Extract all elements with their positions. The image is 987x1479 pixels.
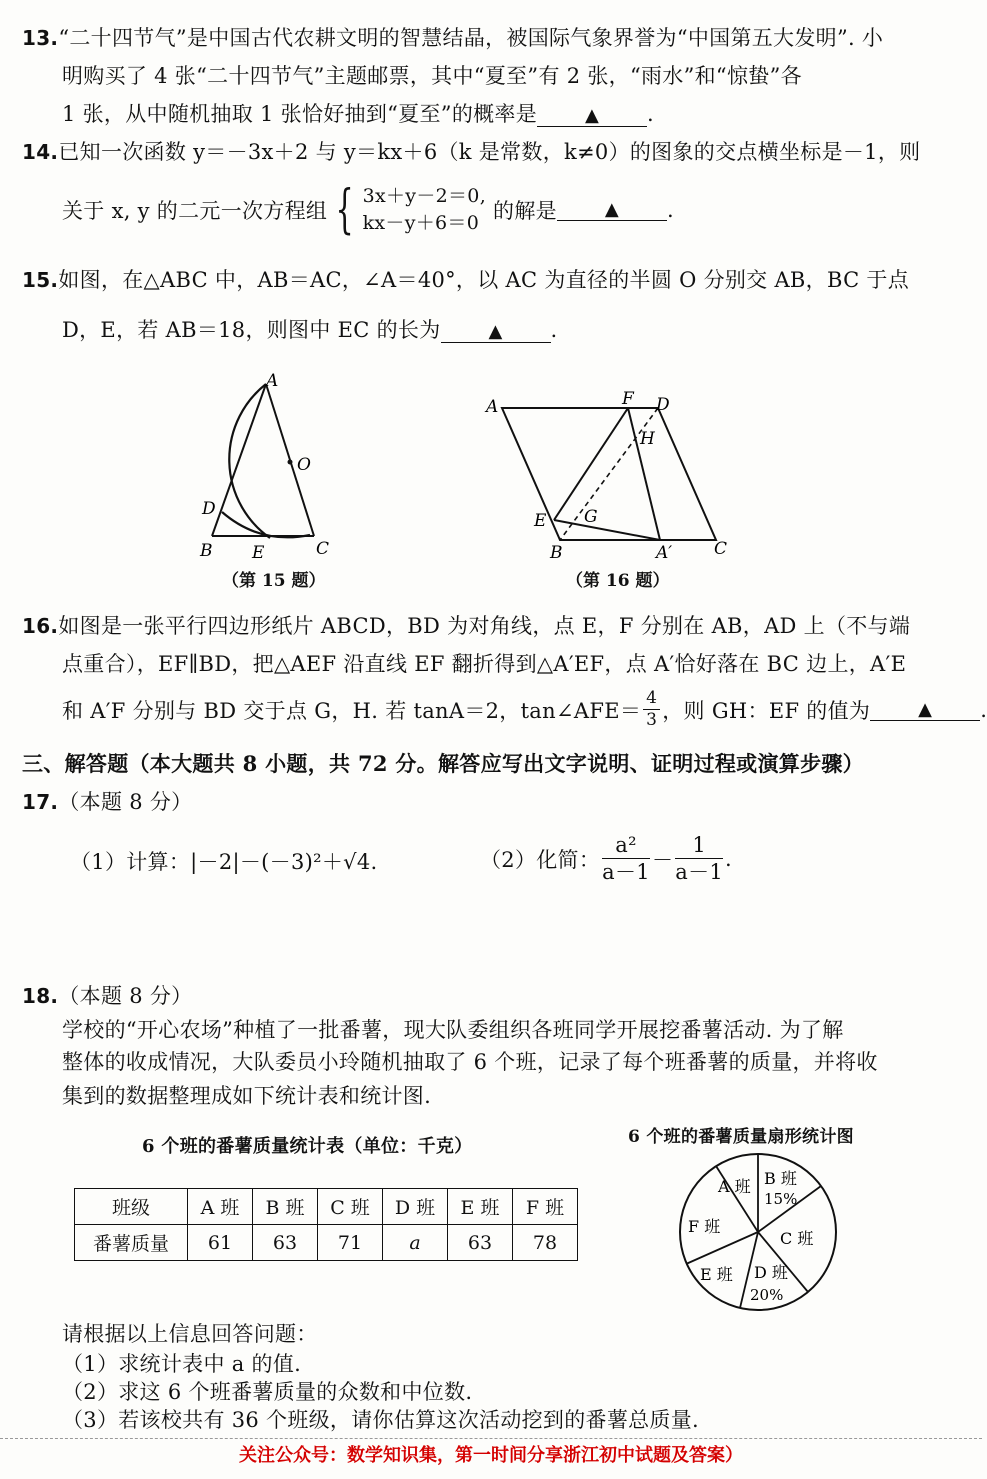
pie-divider-ef [686,1232,758,1264]
table-cell: 61 [188,1225,253,1261]
pie-label-f: F 班 [688,1217,721,1236]
table-cell: 63 [253,1225,318,1261]
q18-sub2: （2）求这 6 个班番薯质量的众数和中位数. [62,1380,473,1404]
fig15-label-a: A [266,371,279,391]
q17-fraction2 [675,832,723,886]
q13-line1 [22,22,883,52]
q14-equation-system [363,183,486,236]
fig15-label-b: B [200,541,213,561]
q13-text3: 1 张，从中随机抽取 1 张恰好抽到“夏至”的概率是 [62,102,538,126]
q18-pie-chart [676,1150,840,1314]
fig16-label-a-prime: A′ [656,543,673,563]
fig15-semicircle-lower [222,512,310,537]
fig16-label-c: C [714,539,728,559]
q17-score: （本题 8 分） [58,790,193,814]
q13-number: 13. [22,26,59,50]
fig15-caption: （第 15 题） [222,571,326,591]
pie-label-c: C 班 [780,1229,814,1248]
q14-eq1: 3x＋y－2＝0, [362,185,487,208]
q16-answer-blank [870,699,980,721]
blank-mark: ▲ [918,698,933,720]
q17-f2-num: 1 [675,832,723,859]
q13-line3 [62,98,654,128]
q17-number: 17. [22,790,59,814]
q15-text2: D，E，若 AB＝18，则图中 EC 的长为 [62,318,441,342]
q16-line3 [62,688,987,732]
table-header-cell: 班级 [75,1189,188,1225]
fig15-side-ab [212,384,266,536]
q15-tail: . [550,318,558,342]
q14-text3: 的解是 [493,199,557,223]
q16-line2: 点重合），EF∥BD，把△AEF 沿直线 EF 翻折得到△A′EF，点 A′恰好落在 BC 边上，A′E [62,652,907,676]
q16-line1 [22,610,910,640]
q18-line1: 学校的“开心农场”种植了一批番薯，现大队委组织各班同学开展挖番薯活动. 为了解 [62,1018,844,1042]
pie-label-e: E 班 [700,1265,733,1284]
table-header-cell: A 班 [188,1189,253,1225]
table-data-row [75,1225,578,1261]
q18-stat-table [74,1188,578,1261]
q15-number: 15. [22,268,59,292]
q18-line3: 集到的数据整理成如下统计表和统计图. [62,1084,432,1108]
figure-16 [480,388,740,568]
fig16-label-e: E [534,511,547,531]
pie-label-b-pct: 15% [764,1190,798,1208]
q17-fraction1 [602,832,650,886]
q15-text1: 如图，在△ABC 中，AB＝AC，∠A＝40°，以 AC 为直径的半圆 O 分别交 AB，BC 于点 [58,268,910,292]
table-cell: 71 [318,1225,383,1261]
pie-label-b: B 班 [764,1169,797,1188]
q17-header [22,786,192,816]
fig15-label-d: D [202,499,216,519]
q15-answer-blank [441,321,551,343]
q16-frac-num: 4 [643,688,660,710]
q14-answer-blank [557,199,667,221]
q17-part2-tail: . [725,846,733,871]
q17-f1-num: a² [602,832,650,859]
fig16-caption: （第 16 题） [566,571,670,591]
q13-line2: 明购买了 4 张“二十四节气”主题邮票，其中“夏至”有 2 张，“雨水”和“惊蛰”各 [62,64,802,88]
q16-text4: ，则 GH：EF 的值为 [662,698,871,723]
q18-number: 18. [22,984,59,1008]
q16-tail: . [980,697,987,722]
q13-text1: “二十四节气”是中国古代农耕文明的智慧结晶，被国际气象界誉为“中国第五大发明”. 小 [58,26,884,50]
q14-tail: . [666,198,674,222]
fig16-label-b: B [550,543,563,563]
fig16-label-a: A [486,397,499,417]
table-cell: 78 [513,1225,578,1261]
q18-sub1: （1）求统计表中 a 的值. [62,1352,302,1376]
table-cell: 番薯质量 [75,1225,188,1261]
footer-notice: 关注公众号：数学知识集，第一时间分享浙江初中试题及答案） [239,1445,743,1466]
fig16-label-h: H [640,429,655,449]
q18-line2: 整体的收成情况，大队委员小玲随机抽取了 6 个班，记录了每个班番薯的质量，并将收 [62,1050,878,1074]
fig16-seg-fa2 [628,408,660,540]
q16-text3: 和 A′F 分别与 BD 交于点 G，H. 若 tanA＝2，tan∠AFE＝ [62,698,642,723]
pie-label-d-pct: 20% [750,1286,784,1304]
q16-frac-den: 3 [646,710,658,731]
blank-mark: ▲ [584,105,600,126]
q17-f1-den: a－1 [602,860,650,885]
q18-score: （本题 8 分） [58,984,193,1008]
table-cell: a [383,1225,448,1261]
q13-answer-blank [537,105,647,127]
q16-number: 16. [22,614,59,638]
fig16-label-d: D [656,395,670,415]
q14-eq2: kx－y＋6＝0 [362,212,480,234]
table-header-cell: C 班 [318,1189,383,1225]
q14-line2 [62,180,674,240]
q17-f2-den: a－1 [675,860,724,885]
q14-brace: { [335,180,355,240]
q17-part2-label: （2）化简： [480,847,601,872]
pie-label-d: D 班 [754,1263,788,1282]
blank-mark: ▲ [488,321,503,342]
section3-heading: 三、解答题（本大题共 8 小题，共 72 分。解答应写出文字说明、证明过程或演算步骤） [22,751,864,776]
blank-mark: ▲ [604,199,620,220]
q14-line1 [22,136,920,166]
table-header-cell: E 班 [448,1189,513,1225]
fig16-seg-ea2 [554,520,660,540]
q16-text1: 如图是一张平行四边形纸片 ABCD，BD 为对角线，点 E，F 分别在 AB，AD 上（不与端 [58,614,911,638]
fig15-label-c: C [316,539,330,559]
fig16-fold-line-ef [554,408,628,520]
pie-divider-fa [716,1166,758,1232]
q14-number: 14. [22,140,59,164]
figure-15 [190,370,350,570]
pie-label-a: A 班 [718,1177,751,1196]
table-cell: 63 [448,1225,513,1261]
fig15-semicircle-upper [229,384,270,538]
q14-text2: 关于 x, y 的二元一次方程组 [62,199,328,223]
table-header-cell: B 班 [253,1189,318,1225]
q13-tail: . [647,102,655,126]
q14-text1: 已知一次函数 y＝－3x＋2 与 y＝kx＋6（k 是常数，k≠0）的图象的交点横坐标是－1，则 [58,140,921,164]
table-header-cell: F 班 [513,1189,578,1225]
fig16-label-f: F [622,389,634,409]
fig15-center-o [288,460,293,465]
q18-ask: 请根据以上信息回答问题： [62,1322,318,1346]
q15-line2 [62,314,558,344]
q18-header [22,980,192,1010]
table-header-row [75,1189,578,1225]
q17-minus: － [651,847,674,872]
q15-line1 [22,264,909,294]
footer-divider [0,1438,982,1439]
fig16-label-g: G [584,507,598,527]
fig15-label-e: E [252,543,265,563]
q18-pie-title: 6 个班的番薯质量扇形统计图 [628,1127,854,1147]
q18-sub3: （3）若该校共有 36 个班级，请你估算这次活动挖到的番薯总质量. [62,1408,700,1432]
q17-part2 [480,832,732,886]
q17-part1: （1）计算：|－2|－(－3)²＋√4. [70,850,378,874]
fig15-label-o: O [297,455,311,475]
q18-table-title: 6 个班的番薯质量统计表（单位：千克） [142,1136,473,1157]
table-header-cell: D 班 [383,1189,448,1225]
q16-fraction [643,688,660,732]
